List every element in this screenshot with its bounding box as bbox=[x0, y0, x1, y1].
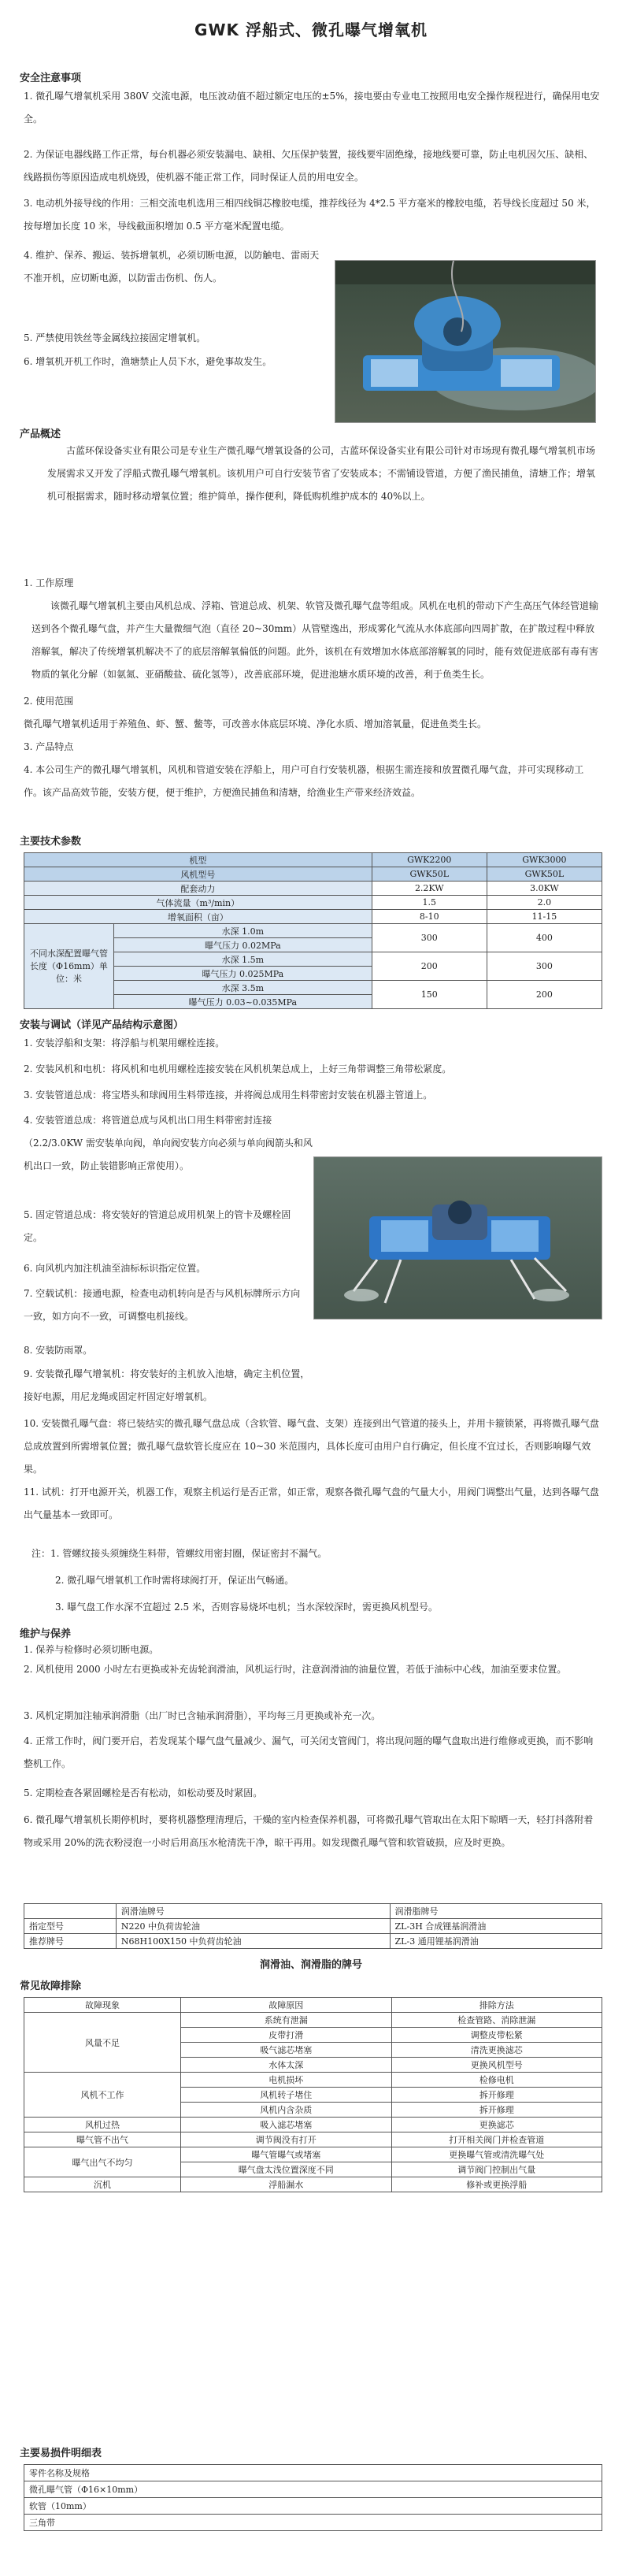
note-label-line bbox=[31, 1542, 610, 1565]
safety-item-3: 3. 电动机外接导线的作用：三相交流电机选用三相四线铜芯橡胶电缆，推荐线径为 4*2.5 平方毫米的橡胶电缆，若导线长度超过 50 米，按每增加长度 10 米，导线截面积增加 0.5 平方毫米配置电缆。 bbox=[24, 198, 596, 232]
maint-item-5: 5. 定期检查各紧固螺栓是否有松动，如松动要及时紧固。 bbox=[24, 1787, 263, 1798]
feature-text: 4. 本公司生产的微孔曝气增氧机，风机和管道安装在浮船上，用户可自行安装机器，根据生需连接和放置微孔曝气盘，并可实现移动工作。该产品高效节能，安装方便，便于维护，方便渔民捕鱼和清塘，给渔业生产带来经济效益。 bbox=[24, 764, 584, 798]
trouble-fix: 更换滤芯 bbox=[391, 2118, 602, 2132]
spec-cell: 300 bbox=[487, 952, 602, 981]
parts-heading: 主要易损件明细表 bbox=[20, 2448, 102, 2459]
trouble-symptom: 风量不足 bbox=[24, 2013, 181, 2073]
trouble-cause: 风机内含杂质 bbox=[181, 2103, 392, 2118]
install-item-9: 9. 安装微孔曝气增氧机：将安装好的主机放入池塘，确定主机位置，接好电源，用尼龙绳或固定杆固定好增氧机。 bbox=[24, 1368, 310, 1402]
grease-cell: 指定型号 bbox=[24, 1919, 117, 1934]
grease-caption: 润滑油、润滑脂的牌号 bbox=[259, 1959, 362, 1971]
trouble-cause: 电机损坏 bbox=[181, 2073, 392, 2088]
usage-heading: 2. 使用范围 bbox=[24, 696, 74, 707]
spec-row-label: 增氧面积（亩） bbox=[24, 910, 372, 924]
maint-item-2: 2. 风机使用 2000 小时左右更换或补充齿轮润滑油，风机运行时，注意润滑油的油量位置，若低于油标中心线，加油至要求位置。 bbox=[24, 1664, 567, 1675]
install-item-11: 11. 试机：打开电源开关，机器工作，观察主机运行是否正常，如正常，观察各微孔曝气盘的气量大小，用阀门调整出气量，达到各曝气盘出气量基本一致即可。 bbox=[24, 1487, 599, 1520]
trouble-fix: 清洗更换滤芯 bbox=[391, 2043, 602, 2058]
parts-row: 三角带 bbox=[24, 2515, 602, 2531]
aerator-photo bbox=[313, 1156, 602, 1320]
trouble-fix: 打开相关阀门并检查管道 bbox=[391, 2132, 602, 2147]
spec-pressure: 曝气压力 0.02MPa bbox=[114, 938, 372, 952]
overview-intro: 古蓝环保设备实业有限公司是专业生产微孔曝气增氧设备的公司，古蓝环保设备实业有限公司针对市场现有微孔曝气增氧机市场发展需求又开发了浮船式微孔曝气增氧机。该机用户可自行安装节省了安装成本；不需铺设管道，方便了渔民捕鱼，清塘工作；增氧机可根据需求，随时移动增氧位置；维护简单，操作便利，降低购机维护成本的 40%以上。 bbox=[47, 445, 596, 502]
trouble-fix: 修补或更换浮船 bbox=[391, 2177, 602, 2192]
spec-cell: 8-10 bbox=[372, 910, 487, 924]
grease-cell: N68H100X150 中负荷齿轮油 bbox=[116, 1934, 390, 1949]
note-label: 注： bbox=[31, 1548, 51, 1559]
install-item-6: 6. 向风机内加注机油至油标标识指定位置。 bbox=[24, 1263, 206, 1274]
spec-cell: 2.0 bbox=[487, 896, 602, 910]
grease-cell: N220 中负荷齿轮油 bbox=[116, 1919, 390, 1934]
safety-item-5: 5. 严禁使用铁丝等金属线拉接固定增氧机。 bbox=[24, 332, 206, 343]
trouble-fix: 调节阀门控制出气量 bbox=[391, 2162, 602, 2177]
page-title: GWK 浮船式、微孔曝气增氧机 bbox=[194, 20, 428, 39]
spec-depth: 水深 1.0m bbox=[114, 924, 372, 938]
spec-cell: 2.2KW bbox=[372, 882, 487, 896]
install-item-10: 10. 安装微孔曝气盘：将已装结实的微孔曝气盘总成（含软管、曝气盘、支架）连接到出气管道的接头上，并用卡箍锁紧，再将微孔曝气盘总成放置到所需增氧位置；微孔曝气盘软管长度应在 10~30 米范围内，具体长度可由用户自行确定，但长度不宜过长，否则影响曝气效果。 bbox=[24, 1418, 599, 1475]
trouble-cause: 调节阀没有打开 bbox=[181, 2132, 392, 2147]
spec-heading: 主要技术参数 bbox=[20, 836, 82, 848]
trouble-symptom: 曝气管不出气 bbox=[24, 2132, 181, 2147]
spec-cell: 150 bbox=[372, 981, 487, 1009]
spec-cell: 1.5 bbox=[372, 896, 487, 910]
spec-cell: 300 bbox=[372, 924, 487, 952]
spec-cell: 200 bbox=[372, 952, 487, 981]
note-1: 1. 管螺纹接头须缠绕生料带，管螺纹用密封圈，保证密封不漏气。 bbox=[50, 1548, 328, 1559]
install-item-4: 4. 安装管道总成：将管道总成与风机出口用生料带密封连接（2.2/3.0KW 需安装单向阀，单向阀安装方向必须与单向阀箭头和风机出口一致，防止装错影响正常使用）。 bbox=[24, 1115, 313, 1171]
spec-row-label: 风机型号 bbox=[24, 867, 372, 882]
trouble-cause: 水体太深 bbox=[181, 2058, 392, 2073]
trouble-cause: 曝气管曝气或堵塞 bbox=[181, 2147, 392, 2162]
spec-col-model: 机型 bbox=[24, 853, 372, 867]
trouble-fix: 拆开修理 bbox=[391, 2103, 602, 2118]
install-item-7: 7. 空载试机：接通电源，检查电动机转向是否与风机标牌所示方向一致，如方向不一致，可调整电机接线。 bbox=[24, 1288, 301, 1322]
trouble-symptom: 沉机 bbox=[24, 2177, 181, 2192]
spec-model-1: GWK2200 bbox=[372, 853, 487, 867]
safety-item-4: 4. 维护、保养、搬运、装拆增氧机，必须切断电源，以防触电、雷雨天不准开机，应切断电源，以防雷击伤机、伤人。 bbox=[24, 250, 320, 284]
overview-heading: 产品概述 bbox=[20, 429, 61, 440]
maint-item-4: 4. 正常工作时，阀门要开启，若发现某个曝气盘气量减少、漏气，可关闭支管阀门，将出现问题的曝气盘取出进行维修或更换，而不影响整机工作。 bbox=[24, 1735, 594, 1769]
trouble-header: 故障现象 bbox=[24, 1998, 181, 2013]
note-2: 2. 微孔曝气增氧机工作时需将球阀打开，保证出气畅通。 bbox=[55, 1575, 294, 1586]
trouble-cause: 曝气盘太浅位置深度不同 bbox=[181, 2162, 392, 2177]
principle-heading: 1. 工作原理 bbox=[24, 577, 74, 588]
trouble-fix: 调整皮带松紧 bbox=[391, 2028, 602, 2043]
troubleshoot-heading: 常见故障排除 bbox=[20, 1980, 82, 1992]
trouble-header: 排除方法 bbox=[391, 1998, 602, 2013]
trouble-symptom: 风机过热 bbox=[24, 2118, 181, 2132]
trouble-cause: 吸入滤芯堵塞 bbox=[181, 2118, 392, 2132]
spec-cell: 11-15 bbox=[487, 910, 602, 924]
spec-group-label: 不同水深配置曝气管长度（Φ16mm）单位：米 bbox=[24, 924, 114, 1009]
grease-header: 润滑脂牌号 bbox=[390, 1904, 602, 1919]
trouble-symptom: 风机不工作 bbox=[24, 2073, 181, 2118]
spec-cell: 200 bbox=[487, 981, 602, 1009]
spec-cell: 3.0KW bbox=[487, 882, 602, 896]
spec-cell: 400 bbox=[487, 924, 602, 952]
trouble-fix: 更换曝气管或清洗曝气处 bbox=[391, 2147, 602, 2162]
grease-cell: ZL-3 通用锂基润滑油 bbox=[390, 1934, 602, 1949]
trouble-symptom: 曝气出气不均匀 bbox=[24, 2147, 181, 2177]
spec-cell: GWK50L bbox=[372, 867, 487, 882]
grease-cell: ZL-3H 合成锂基润滑油 bbox=[390, 1919, 602, 1934]
spec-cell: GWK50L bbox=[487, 867, 602, 882]
spec-model-2: GWK3000 bbox=[487, 853, 602, 867]
safety-item-2: 2. 为保证电器线路工作正常，每台机器必须安装漏电、缺相、欠压保护装置，接线要牢固绝缘，接地线要可靠，防止电机因欠压、缺相、线路损伤等原因造成电机烧毁，使机器不能正常工作，同时保证人员的用电安全。 bbox=[24, 149, 594, 183]
safety-item-1: 1. 微孔曝气增氧机采用 380V 交流电源，电压波动值不超过额定电压的±5%，接电要由专业电工按照用电安全操作规程进行，确保用电安全。 bbox=[24, 91, 600, 124]
maint-item-6: 6. 微孔曝气增氧机长期停机时，要将机器整理清理后，干燥的室内检查保养机器，可将微孔曝气管取出在太阳下晾晒一天，轻打抖落附着物或采用 20%的洗衣粉浸泡一小时后用高压水枪清洗干净，晾干再用。如发现微孔曝气管和软管破损，应及时更换。 bbox=[24, 1814, 594, 1848]
trouble-fix: 更换风机型号 bbox=[391, 2058, 602, 2073]
trouble-cause: 风机转子堵住 bbox=[181, 2088, 392, 2103]
note-3: 3. 曝气盘工作水深不宜超过 2.5 米，否则容易烧坏电机；当水深较深时，需更换风机型号。 bbox=[55, 1602, 438, 1613]
grease-header bbox=[24, 1904, 117, 1919]
trouble-cause: 吸气滤芯堵塞 bbox=[181, 2043, 392, 2058]
grease-header: 润滑油牌号 bbox=[116, 1904, 390, 1919]
spec-depth: 水深 3.5m bbox=[114, 981, 372, 995]
install-item-1: 1. 安装浮船和支架：将浮船与机架用螺栓连接。 bbox=[24, 1037, 225, 1049]
spec-depth: 水深 1.5m bbox=[114, 952, 372, 967]
maintenance-heading: 维护与保养 bbox=[20, 1628, 72, 1640]
usage-text: 微孔曝气增氧机适用于养殖鱼、虾、蟹、鳖等，可改善水体底层环境、净化水质、增加溶氧量，促进鱼类生长。 bbox=[24, 718, 487, 729]
spec-row-label: 气体流量（m³/min） bbox=[24, 896, 372, 910]
install-item-3: 3. 安装管道总成：将宝塔头和球阀用生料带连接，并将阀总成用生料带密封安装在机器主管道上。 bbox=[24, 1089, 433, 1101]
parts-row: 微孔曝气管（Φ16×10mm） bbox=[24, 2481, 602, 2498]
aerator-photo bbox=[335, 260, 596, 423]
principle-text: 该微孔曝气增氧机主要由风机总成、浮箱、管道总成、机架、软管及微孔曝气盘等组成。风机在电机的带动下产生高压气体经管道输送到各个微孔曝气盘，并产生大量微细气泡（直径 20~30mm）从管壁逸出，形成雾化气流从水体底部向四周扩散，在扩散过程中释放溶解氧，解决了传统增氧机解决不了的底层溶解氧偏低的问题。此外，该机在有效增加水体底部溶解氧的同时，能有效促进底部有毒有害物质的氧化分解（如氨氮、亚硝酸盐、硫化氢等），改善底部环境，促进池塘水质环境的改善，利于鱼类生长。 bbox=[31, 600, 599, 680]
grease-cell: 推荐牌号 bbox=[24, 1934, 117, 1949]
parts-row: 软管（10mm） bbox=[24, 2498, 602, 2515]
safety-heading: 安全注意事项 bbox=[20, 72, 82, 84]
feature-heading: 3. 产品特点 bbox=[24, 741, 74, 752]
parts-table bbox=[24, 2464, 602, 2531]
spec-pressure: 曝气压力 0.025MPa bbox=[114, 967, 372, 981]
install-heading: 安装与调试（详见产品结构示意图） bbox=[20, 1019, 184, 1031]
grease-table bbox=[24, 1903, 602, 1949]
install-item-2: 2. 安装风机和电机：将风机和电机用螺栓连接安装在风机机架总成上，上好三角带调整三角带松紧度。 bbox=[24, 1063, 452, 1075]
trouble-cause: 浮船漏水 bbox=[181, 2177, 392, 2192]
trouble-cause: 皮带打滑 bbox=[181, 2028, 392, 2043]
trouble-fix: 检查管路、消除泄漏 bbox=[391, 2013, 602, 2028]
install-item-8: 8. 安装防雨罩。 bbox=[24, 1345, 93, 1356]
trouble-cause: 系统有泄漏 bbox=[181, 2013, 392, 2028]
troubleshoot-table bbox=[24, 1997, 602, 2192]
trouble-fix: 拆开修理 bbox=[391, 2088, 602, 2103]
maint-item-3: 3. 风机定期加注轴承润滑脂（出厂时已含轴承润滑脂），平均每三月更换或补充一次。 bbox=[24, 1710, 381, 1721]
spec-row-label: 配套动力 bbox=[24, 882, 372, 896]
safety-item-6: 6. 增氧机开机工作时，渔塘禁止人员下水，避免事故发生。 bbox=[24, 356, 272, 367]
trouble-fix: 检修电机 bbox=[391, 2073, 602, 2088]
spec-pressure: 曝气压力 0.03~0.035MPa bbox=[114, 995, 372, 1009]
parts-row: 零件名称及规格 bbox=[24, 2465, 602, 2481]
spec-table bbox=[24, 852, 602, 1009]
maint-item-1: 1. 保养与检修时必须切断电源。 bbox=[24, 1644, 159, 1655]
trouble-header: 故障原因 bbox=[181, 1998, 392, 2013]
install-item-5: 5. 固定管道总成：将安装好的管道总成用机架上的管卡及螺栓固定。 bbox=[24, 1209, 291, 1243]
